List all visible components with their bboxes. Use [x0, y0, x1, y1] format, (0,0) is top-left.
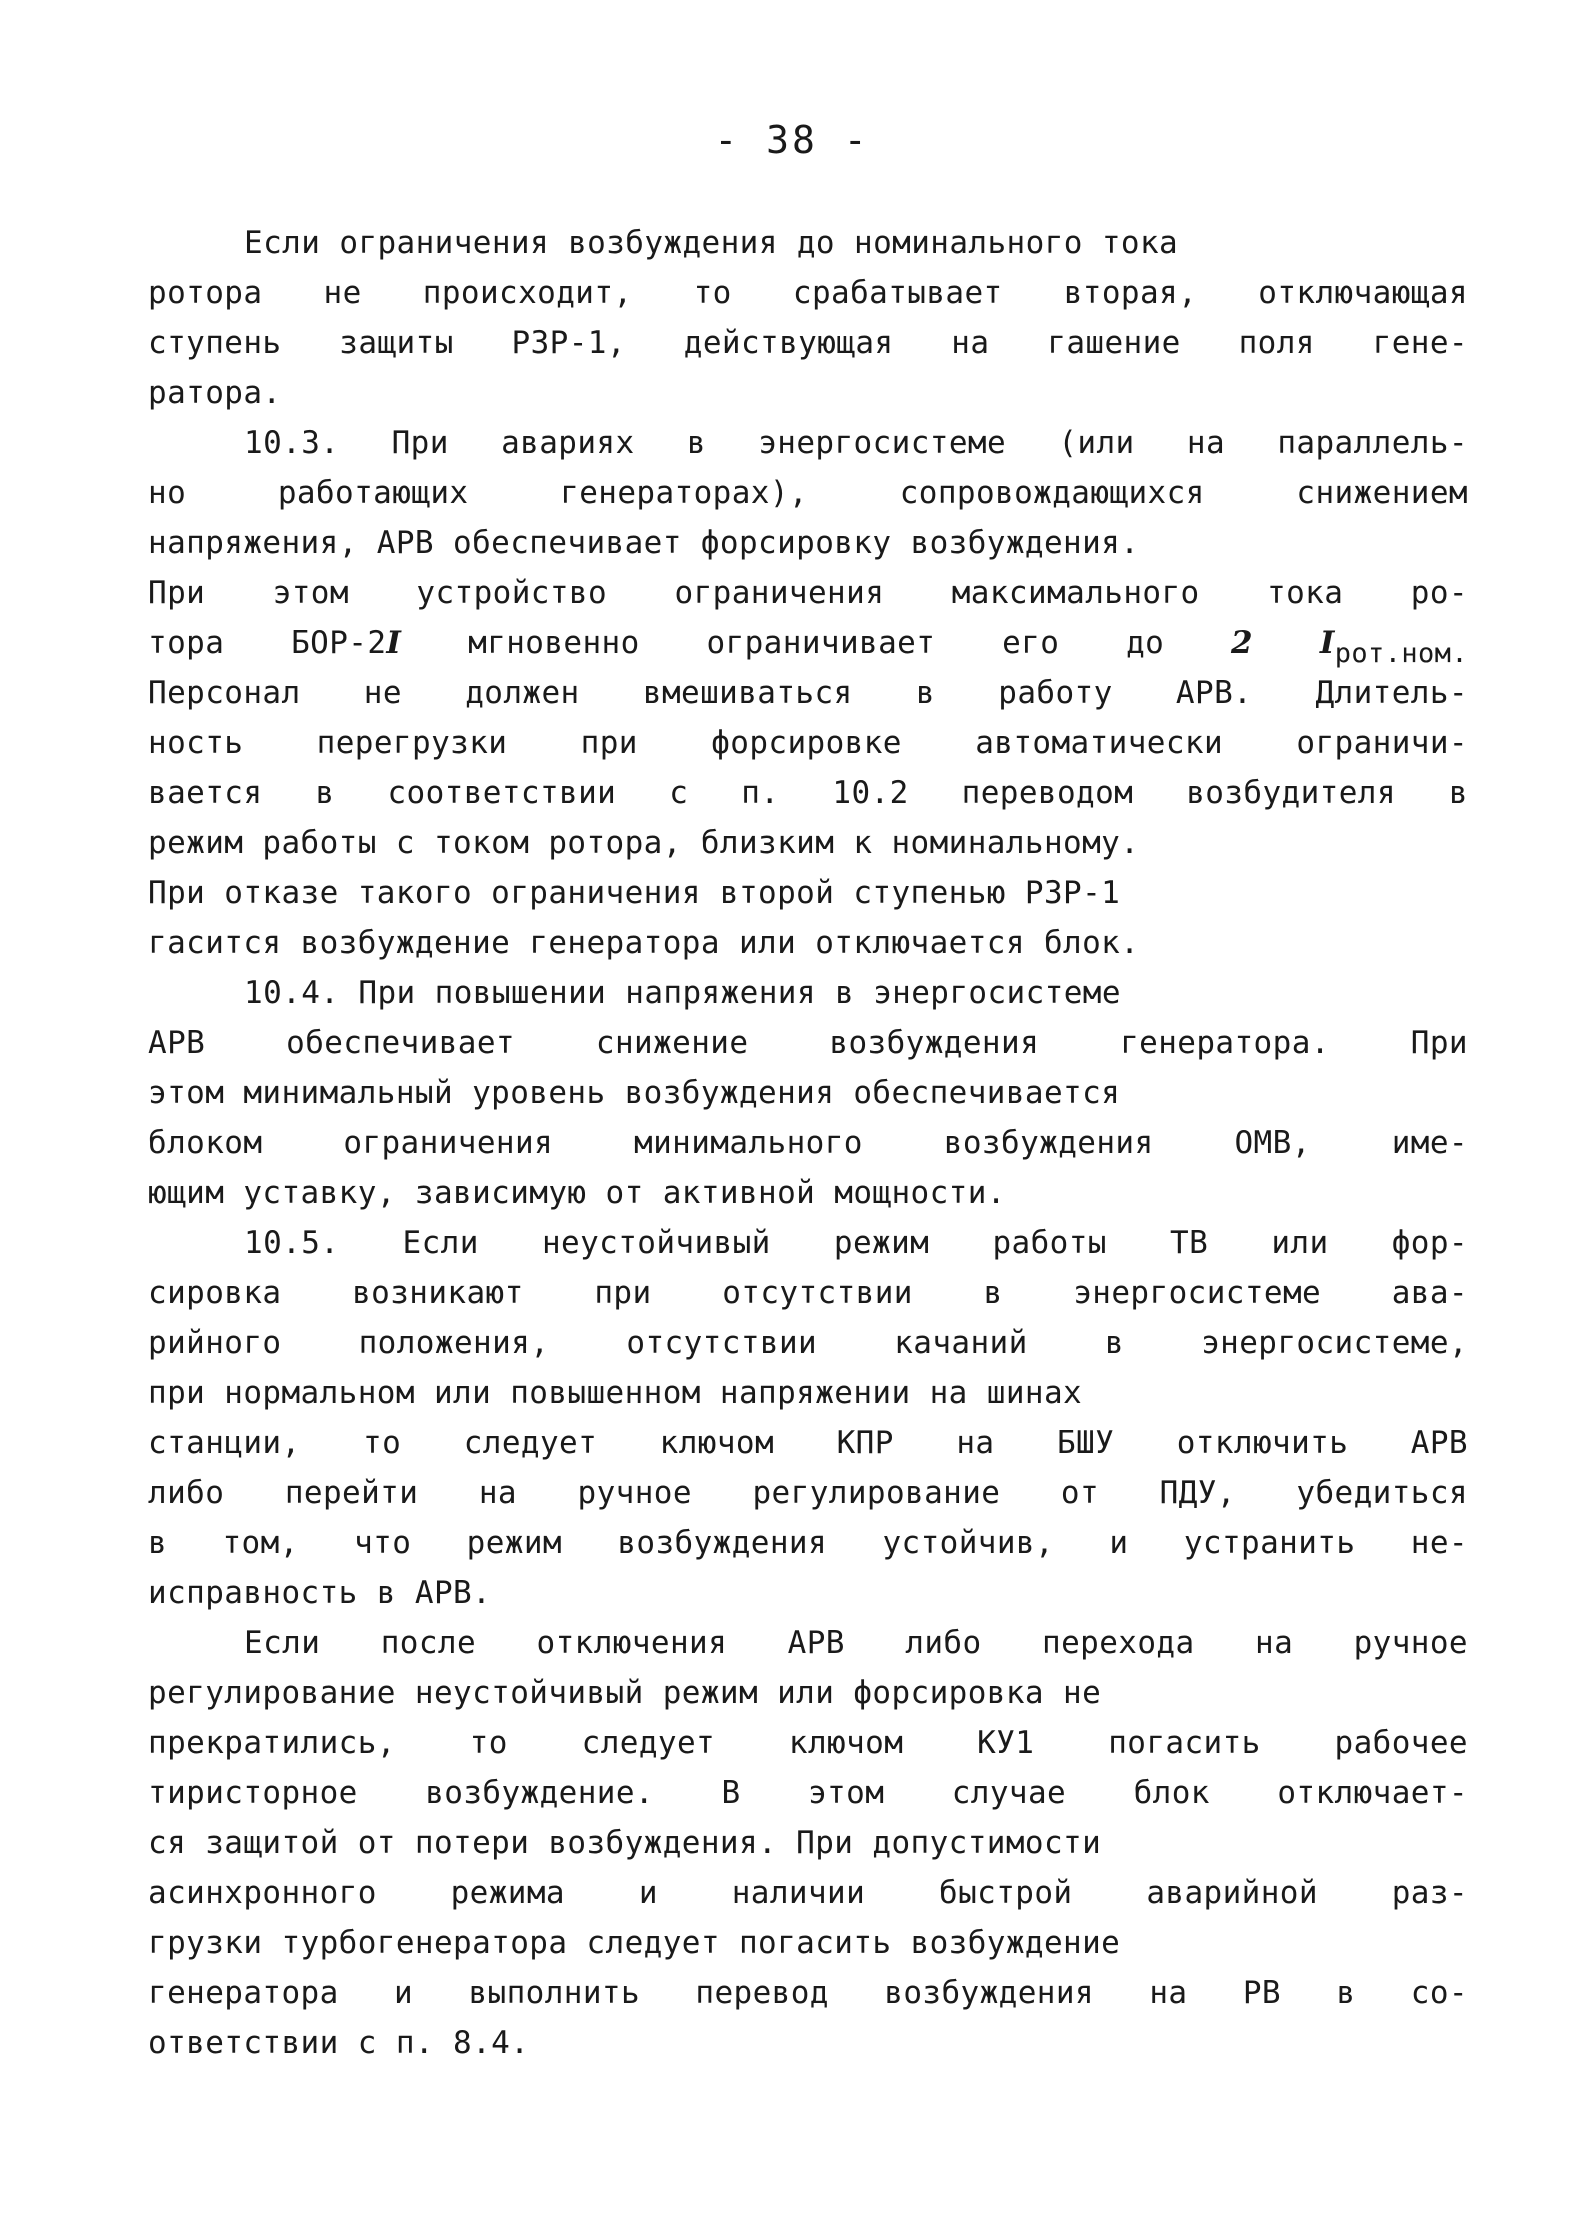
text-line: либо перейти на ручное регулирование от ПДУ, убедиться — [148, 1475, 1468, 1511]
text-line: 10.4. При повышении напряжения в энергосистеме — [244, 975, 1121, 1011]
text-line: прекратились, то следует ключом КУ1 погасить рабочее — [148, 1725, 1468, 1761]
current-symbol: I — [1319, 625, 1335, 661]
text-line: исправность в АРВ. — [148, 1575, 492, 1611]
text-line: ся защитой от потери возбуждения. При допустимости — [148, 1825, 1102, 1861]
text-line: генератора и выполнить перевод возбуждения на РВ в со- — [148, 1975, 1468, 2011]
text-line: асинхронного режима и наличии быстрой аварийной раз- — [148, 1875, 1468, 1911]
text-line: сировка возникают при отсутствии в энергосистеме ава- — [148, 1275, 1468, 1311]
text-line: грузки турбогенератора следует погасить возбуждение — [148, 1925, 1121, 1961]
page-number: - 38 - — [714, 118, 870, 162]
formula-text: мгновенно ограничивает его до — [401, 625, 1232, 661]
text-line: ротора не происходит, то срабатывает вторая, отключающая — [148, 275, 1468, 311]
multiplier: 2 — [1231, 625, 1254, 661]
text-line: ющим уставку, зависимую от активной мощности. — [148, 1175, 1006, 1211]
text-line: При этом устройство ограничения максимального тока ро- — [148, 575, 1468, 611]
formula-text: тора БОР-2 — [148, 625, 387, 661]
text-line: Если после отключения АРВ либо перехода на ручное — [244, 1625, 1468, 1661]
current-symbol: I — [386, 625, 402, 661]
text-line: напряжения, АРВ обеспечивает форсировку возбуждения. — [148, 525, 1140, 561]
text-line: блоком ограничения минимального возбуждения ОМВ, име- — [148, 1125, 1468, 1161]
text-line: 10.3. При авариях в энергосистеме (или на параллель- — [244, 425, 1468, 461]
text-line: вается в соответствии с п. 10.2 переводом возбудителя в — [148, 775, 1468, 811]
text-line: тиристорное возбуждение. В этом случае блок отключает- — [148, 1775, 1468, 1811]
text-line: ратора. — [148, 375, 282, 411]
text-line-formula — [148, 618, 1468, 668]
text-line: режим работы с током ротора, близким к номинальному. — [148, 825, 1140, 861]
text-line: Персонал не должен вмешиваться в работу АРВ. Длитель- — [148, 675, 1468, 711]
text-line: при нормальном или повышенном напряжении на шинах — [148, 1375, 1083, 1411]
text-line: ступень защиты РЗР-1, действующая на гашение поля гене- — [148, 325, 1468, 361]
text-line: рийного положения, отсутствии качаний в энергосистеме, — [148, 1325, 1468, 1361]
text-line: ответствии с п. 8.4. — [148, 2025, 530, 2061]
text-line: При отказе такого ограничения второй ступенью РЗР-1 — [148, 875, 1121, 911]
text-line: Если ограничения возбуждения до номинального тока — [244, 225, 1179, 261]
subscript: рот.ном. — [1334, 638, 1468, 668]
text-line: этом минимальный уровень возбуждения обеспечивается — [148, 1075, 1121, 1111]
text-line: 10.5. Если неустойчивый режим работы ТВ или фор- — [244, 1225, 1468, 1261]
text-line: АРВ обеспечивает снижение возбуждения генератора. При — [148, 1025, 1468, 1061]
body-text — [148, 218, 1468, 2068]
text-line: гасится возбуждение генератора или отключается блок. — [148, 925, 1140, 961]
text-line: станции, то следует ключом КПР на БШУ отключить АРВ — [148, 1425, 1468, 1461]
text-line: в том, что режим возбуждения устойчив, и устранить не- — [148, 1525, 1468, 1561]
text-line: но работающих генераторах), сопровождающихся снижением — [148, 475, 1468, 511]
text-line: ность перегрузки при форсировке автоматически ограничи- — [148, 725, 1468, 761]
text-line: регулирование неустойчивый режим или форсировка не — [148, 1675, 1102, 1711]
